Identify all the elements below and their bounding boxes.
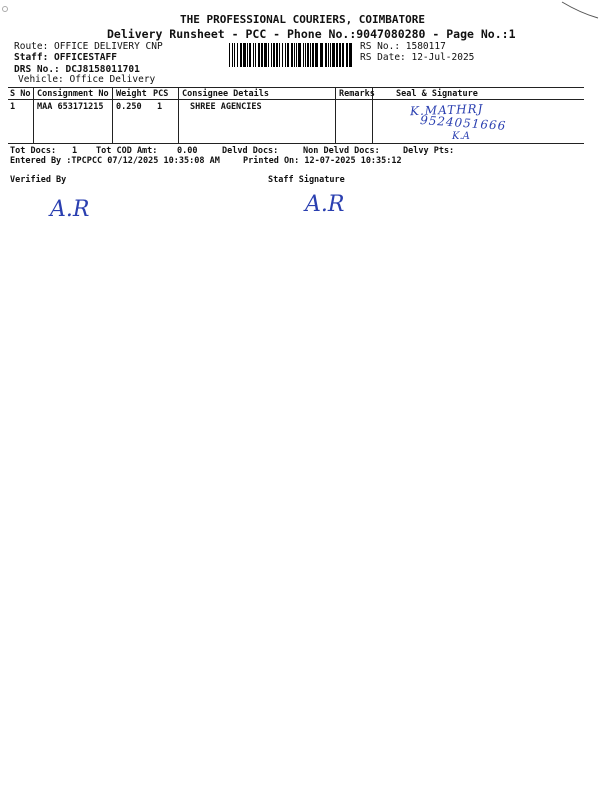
cell-sno: 1 [10, 102, 16, 112]
tot-cod-label: Tot COD Amt: [96, 146, 158, 156]
rs-number: RS No.: 1580117 [360, 41, 446, 52]
col-header-seal: Seal & Signature [396, 89, 478, 99]
verified-signature: A.R [50, 197, 90, 222]
cell-consignment: MAA 653171215 [37, 102, 104, 112]
col-header-sno: S No [10, 89, 31, 99]
printed-on: Printed On: 12-07-2025 10:35:12 [243, 156, 402, 166]
tot-cod-value: 0.00 [177, 146, 198, 156]
barcode [229, 43, 353, 67]
entered-by: Entered By :TPCPCC 07/12/2025 10:35:08 AM [10, 156, 220, 166]
delvd-docs-label: Delvd Docs: [222, 146, 279, 156]
cell-consignee: SHREE AGENCIES [190, 102, 262, 112]
handwritten-name: K.MATHRJ [409, 101, 484, 119]
handwritten-phone: 9524051666 [419, 113, 507, 133]
company-title: THE PROFESSIONAL COURIERS, COIMBATORE [180, 13, 426, 26]
col-header-consignment: Consignment No [37, 89, 109, 99]
runsheet-subtitle: Delivery Runsheet - PCC - Phone No.:9047080280 - Page No.:1 [107, 27, 516, 41]
col-header-remarks: Remarks [339, 89, 375, 99]
scan-mark [560, 0, 600, 22]
route-label: Route: OFFICE DELIVERY CNP [14, 41, 163, 52]
non-delvd-docs-label: Non Delvd Docs: [303, 146, 380, 156]
col-header-pcs: PCS [153, 89, 169, 99]
scan-dot [2, 6, 8, 12]
staff-label: Staff: OFFICESTAFF [14, 52, 117, 63]
staff-signature: A.R [305, 192, 345, 217]
vehicle-label: Vehicle: Office Delivery [18, 74, 156, 85]
delvy-pts-label: Delvy Pts: [403, 146, 455, 156]
rs-date: RS Date: 12-Jul-2025 [360, 52, 475, 63]
col-header-consignee: Consignee Details [182, 89, 269, 99]
verified-by-label: Verified By [10, 175, 67, 185]
handwritten-initials: K.A [452, 131, 470, 142]
staff-signature-label: Staff Signature [268, 175, 345, 185]
cell-pcs: 1 [157, 102, 163, 112]
col-header-weight: Weight [116, 89, 147, 99]
drs-number: DRS No.: DCJ8158011701 [14, 64, 140, 75]
tot-docs-value: 1 [72, 146, 78, 156]
cell-weight: 0.250 [116, 102, 142, 112]
tot-docs-label: Tot Docs: [10, 146, 57, 156]
